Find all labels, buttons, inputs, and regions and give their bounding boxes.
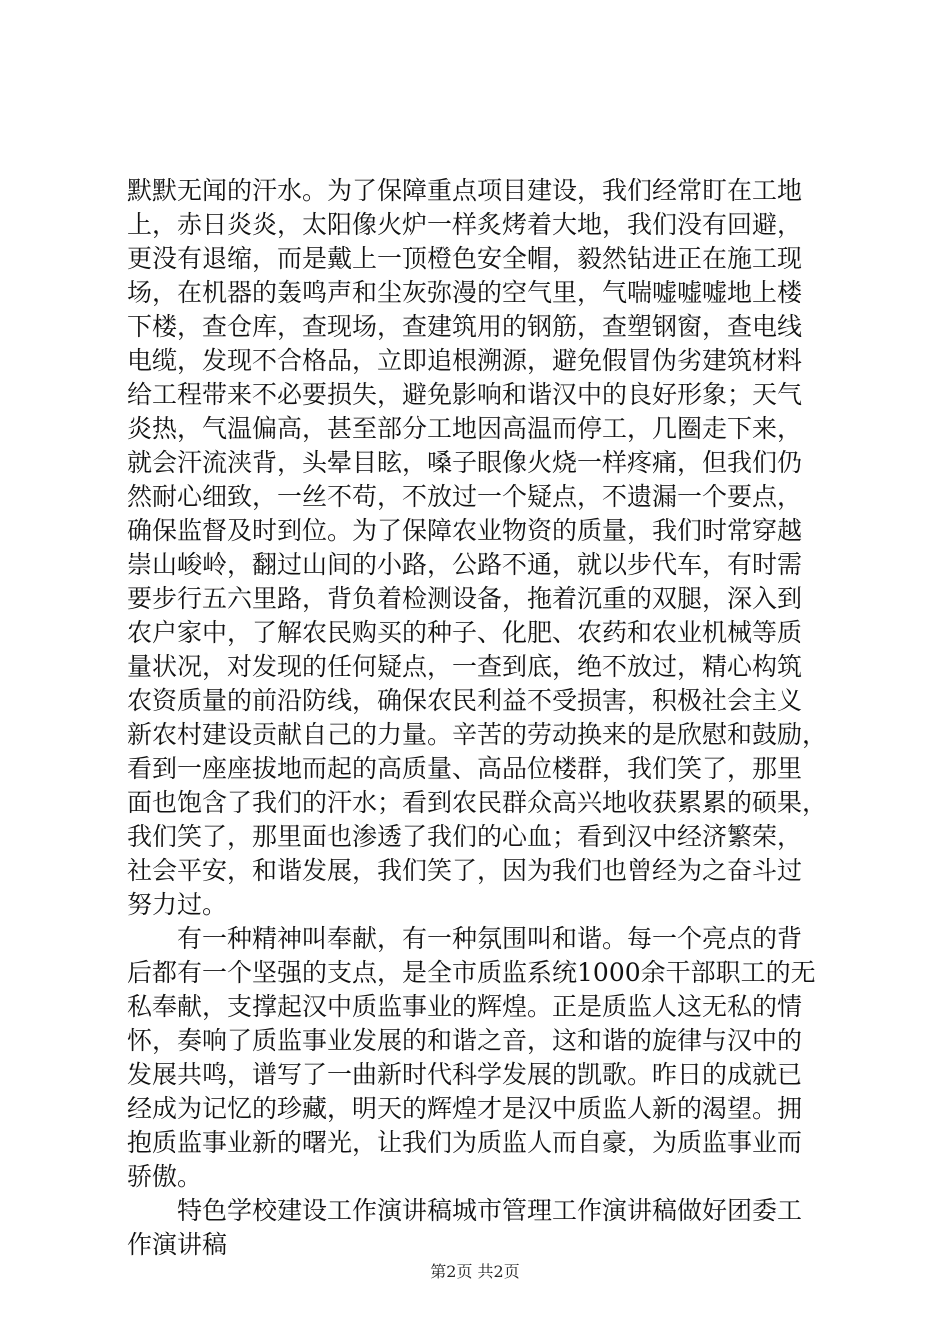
page-number-footer: 第2页 共2页 (430, 1262, 520, 1281)
text-line: 然耐心细致，一丝不苟，不放过一个疑点，不遗漏一个要点， (127, 482, 803, 511)
text-line: 我们笑了，那里面也渗透了我们的心血；看到汉中经济繁荣， (127, 822, 803, 851)
text-line: 农资质量的前沿防线，确保农民利益不受损害，积极社会主义 (127, 686, 803, 715)
body-text (127, 174, 839, 1262)
text-line: 经成为记忆的珍藏，明天的辉煌才是汉中质监人新的渴望。拥 (127, 1094, 803, 1123)
text-line: 骄傲。 (127, 1162, 203, 1191)
text-line: 有一种精神叫奉献，有一种氛围叫和谐。每一个亮点的背 (127, 924, 803, 953)
text-line: 更没有退缩，而是戴上一顶橙色安全帽，毅然钻进正在施工现 (127, 244, 803, 273)
text-line: 作演讲稿 (127, 1230, 228, 1259)
text-line: 就会汗流浃背，头晕目眩，嗓子眼像火烧一样疼痛，但我们仍 (127, 448, 803, 477)
text-line: 默默无闻的汗水。为了保障重点项目建设，我们经常盯在工地 (127, 176, 803, 205)
text-line: 量状况，对发现的任何疑点，一查到底，绝不放过，精心构筑 (127, 652, 803, 681)
text-line: 电缆，发现不合格品，立即追根溯源，避免假冒伪劣建筑材料 (127, 346, 803, 375)
text-line: 面也饱含了我们的汗水；看到农民群众高兴地收获累累的硕果， (127, 788, 828, 817)
text-line: 场，在机器的轰鸣声和尘灰弥漫的空气里，气喘嘘嘘嘘地上楼 (127, 278, 803, 307)
text-line: 农户家中，了解农民购买的种子、化肥、农药和农业机械等质 (127, 618, 803, 647)
text-line: 给工程带来不必要损失，避免影响和谐汉中的良好形象；天气 (127, 380, 803, 409)
text-line: 发展共鸣，谱写了一曲新时代科学发展的凯歌。昨日的成就已 (127, 1060, 803, 1089)
text-line: 怀，奏响了质监事业发展的和谐之音，这和谐的旋律与汉中的 (127, 1026, 803, 1055)
text-line: 新农村建设贡献自己的力量。辛苦的劳动换来的是欣慰和鼓励， (127, 720, 828, 749)
text-line: 下楼，查仓库，查现场，查建筑用的钢筋，查塑钢窗，查电线 (127, 312, 803, 341)
text-line: 上，赤日炎炎，太阳像火炉一样炙烤着大地，我们没有回避， (127, 210, 803, 239)
text-line: 努力过。 (127, 890, 228, 919)
text-line: 后都有一个坚强的支点，是全市质监系统1000余干部职工的无 (127, 958, 816, 987)
text-line: 私奉献，支撑起汉中质监事业的辉煌。正是质监人这无私的情 (127, 992, 803, 1021)
text-line: 炎热，气温偏高，甚至部分工地因高温而停工，几圈走下来， (127, 414, 803, 443)
text-line: 要步行五六里路，背负着检测设备，拖着沉重的双腿，深入到 (127, 584, 803, 613)
text-line: 抱质监事业新的曙光，让我们为质监人而自豪，为质监事业而 (127, 1128, 803, 1157)
text-line: 看到一座座拔地而起的高质量、高品位楼群，我们笑了，那里 (127, 754, 803, 783)
text-line: 崇山峻岭，翻过山间的小路，公路不通，就以步代车，有时需 (127, 550, 803, 579)
text-line: 确保监督及时到位。为了保障农业物资的质量，我们时常穿越 (127, 516, 803, 545)
text-line: 特色学校建设工作演讲稿城市管理工作演讲稿做好团委工 (127, 1196, 803, 1225)
text-line: 社会平安，和谐发展，我们笑了，因为我们也曾经为之奋斗过 (127, 856, 803, 885)
